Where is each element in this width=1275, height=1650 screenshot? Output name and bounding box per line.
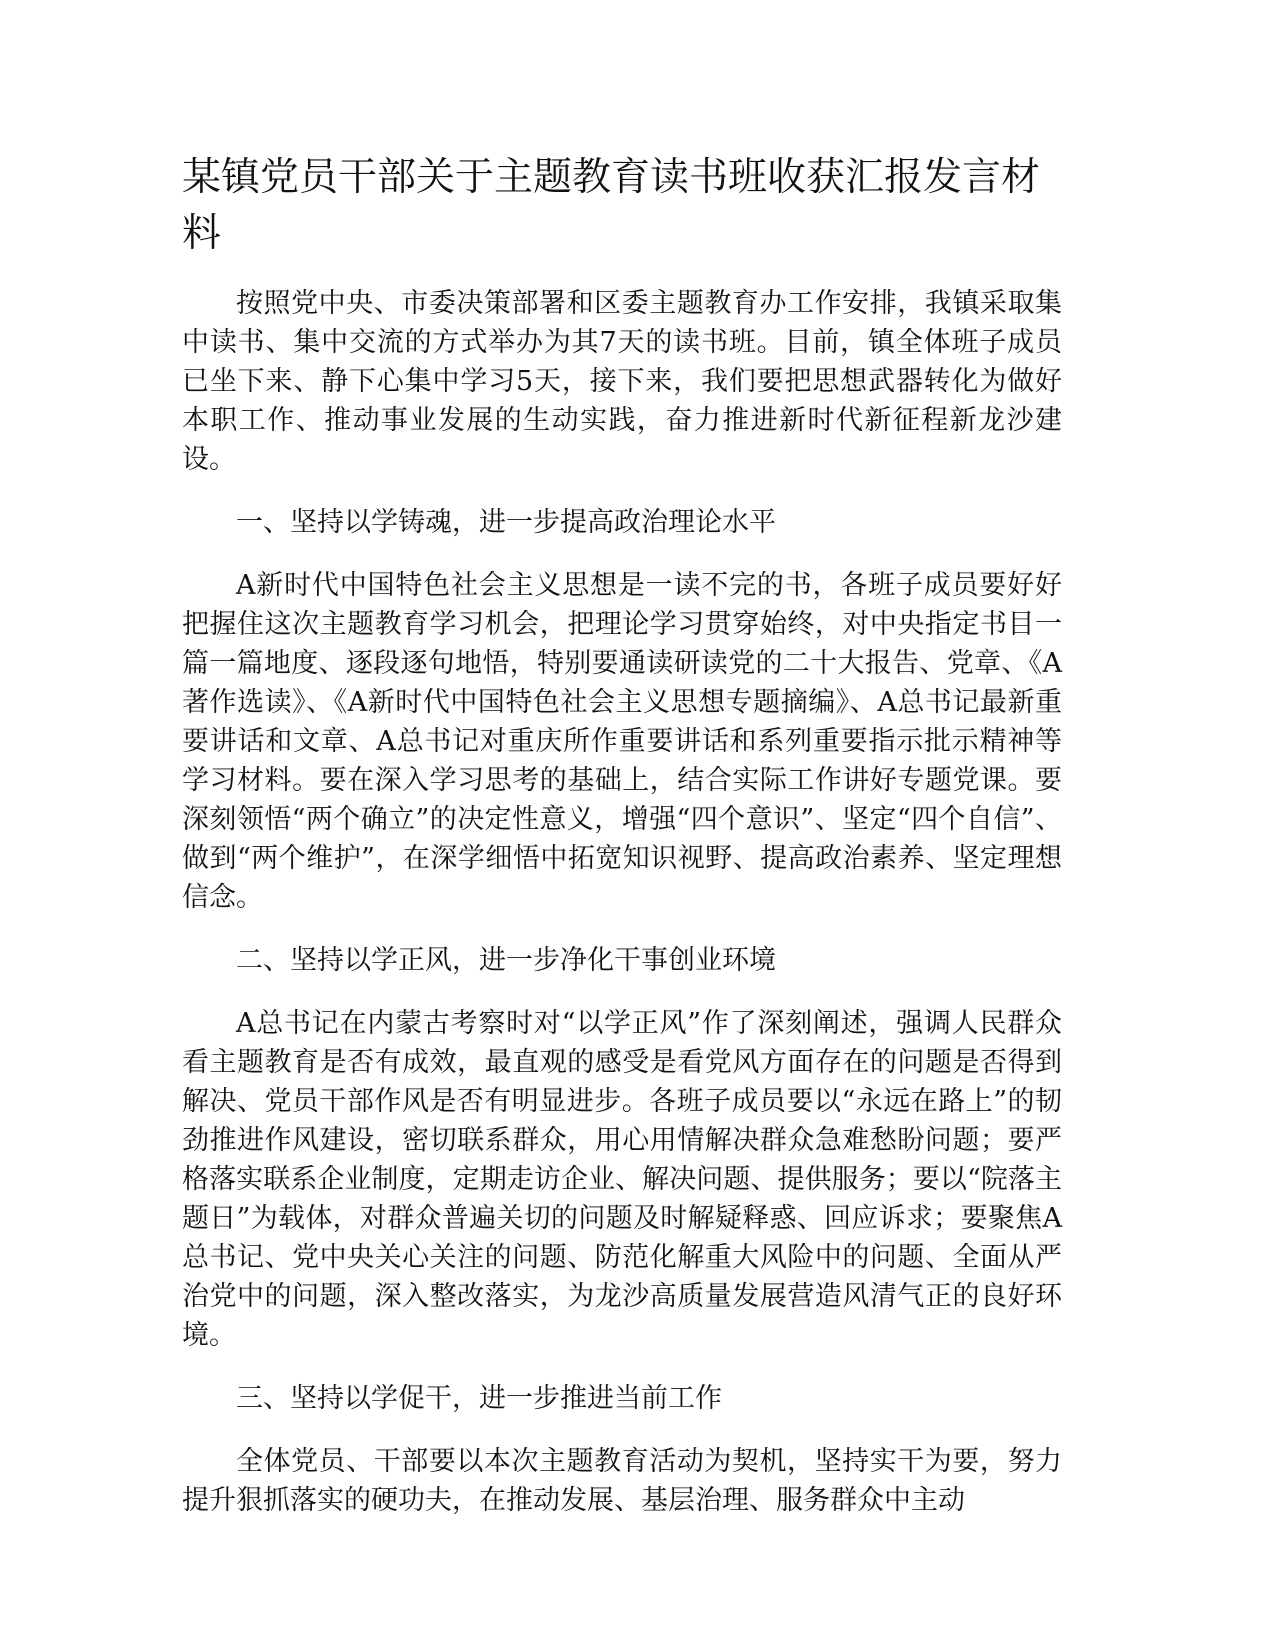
section-3-body: 全体党员、干部要以本次主题教育活动为契机，坚持实干为要，努力提升狠抓落实的硬功夫，在推动发展、基层治理、服务群众中主动 [182,1446,1062,1516]
section-1-body: A新时代中国特色社会主义思想是一读不完的书，各班子成员要好好把握住这次主题教育学习机会，把理论学习贯穿始终，对中央指定书目一篇一篇地度、逐段逐句地悟，特别要通读研读党的二十大报告、党章、《A著作选读》、《A新时代中国特色社会主义思想专题摘编》、A总书记最新重要讲话和文章、A总书记对重庆所作重要讲话和系列重要指示批示精神等学习材料。要在深入学习思考的基础上，结合实际工作讲好专题党课。要深刻领悟“两个确立”的决定性意义，增强“四个意识”、坚定“四个自信”、做到“两个维护”，在深学细悟中拓宽知识视野、提高政治素养、坚定理想信念。 [182,570,1062,913]
section-2-body: A总书记在内蒙古考察时对“以学正风”作了深刻阐述，强调人民群众看主题教育是否有成效，最直观的感受是看党风方面存在的问题是否得到解决、党员干部作风是否有明显进步。各班子成员要以“永远在路上”的韧劲推进作风建设，密切联系群众，用心用情解决群众急难愁盼问题；要严格落实联系企业制度，定期走访企业、解决问题、提供服务；要以“院落主题日”为载体，对群众普遍关切的问题及时解疑释惑、回应诉求；要聚焦A总书记、党中央关心关注的问题、防范化解重大风险中的问题、全面从严治党中的问题，深入整改落实，为龙沙高质量发展营造风清气正的良好环境。 [182,1008,1062,1351]
intro-paragraph: 按照党中央、市委决策部署和区委主题教育办工作安排，我镇采取集中读书、集中交流的方式举办为其7天的读书班。目前，镇全体班子成员已坐下来、静下心集中学习5天，接下来，我们要把思想武器转化为做好本职工作、推动事业发展的生动实践，奋力推进新时代新征程新龙沙建设。 [182,288,1062,475]
section-1-heading: 一、坚持以学铸魂，进一步提高政治理论水平 [236,507,776,538]
document-page [182,150,1062,1544]
section-3-heading: 三、坚持以学促干，进一步推进当前工作 [236,1383,722,1414]
section-2-heading: 二、坚持以学正风，进一步净化干事创业环境 [236,945,776,976]
document-title: 某镇党员干部关于主题教育读书班收获汇报发言材料 [182,155,1041,256]
